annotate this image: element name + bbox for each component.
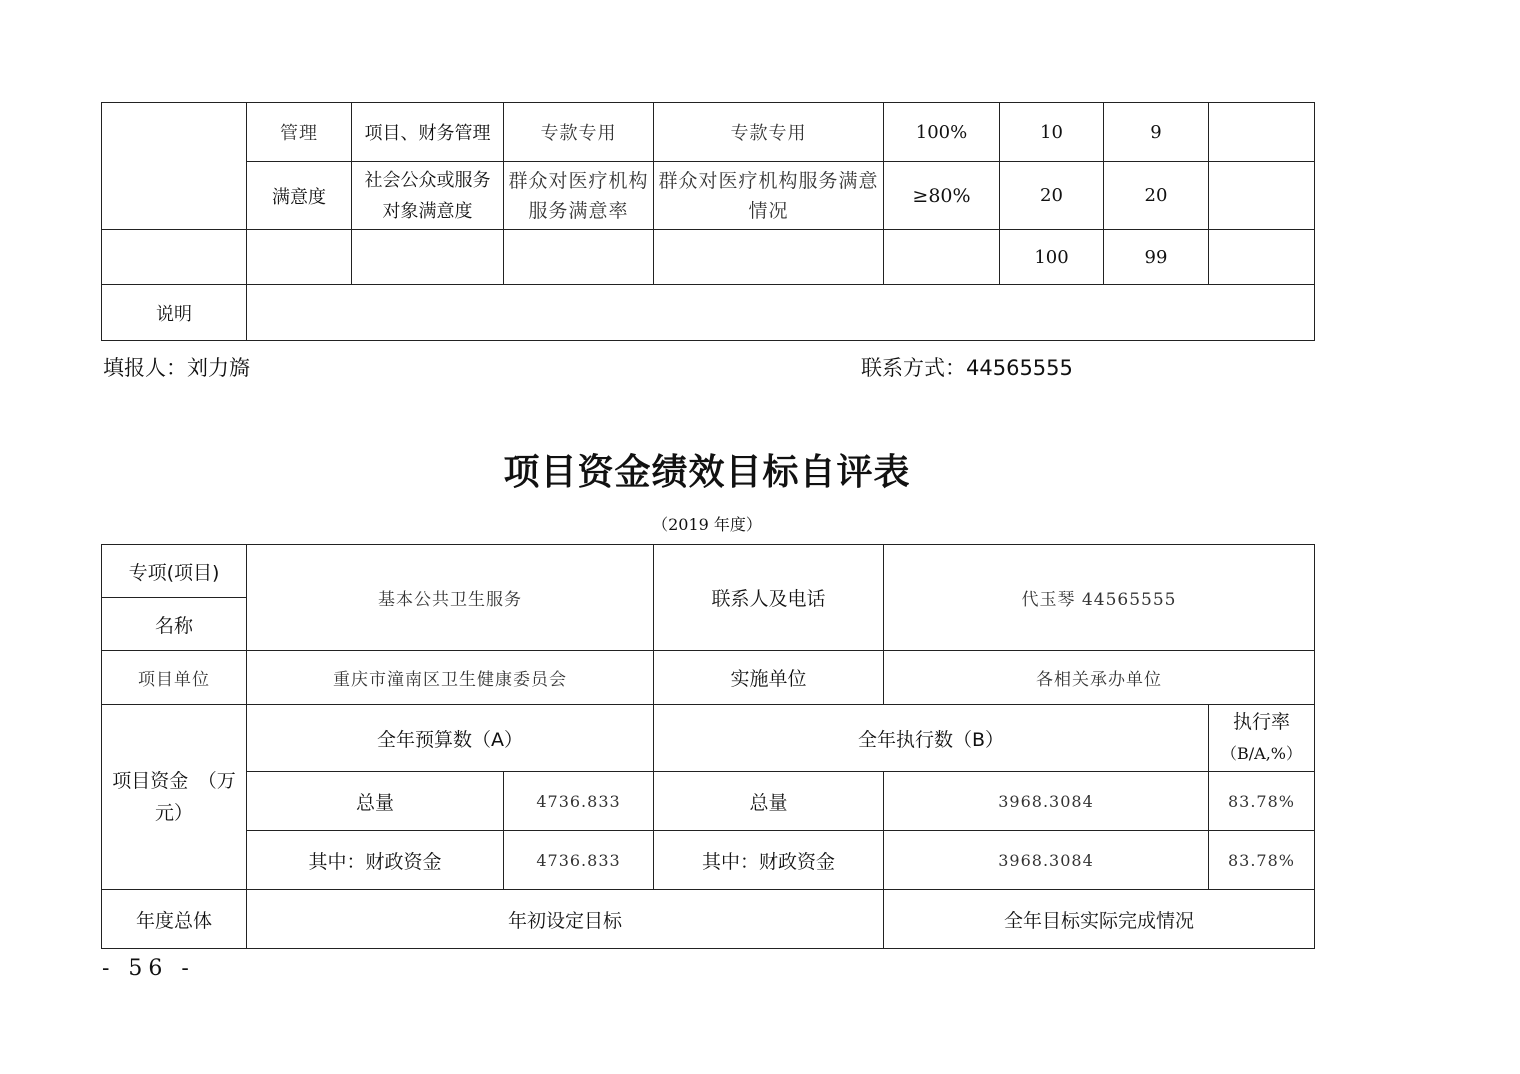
indicator-name: 专款专用 [504,103,654,162]
page-number: - 56 - [102,956,195,981]
implementing-unit-value: 各相关承办单位 [884,651,1315,705]
contact-info: 联系方式：44565555 [861,356,1073,380]
indicator-value: ≥80% [884,162,1000,230]
implementing-unit-label: 实施单位 [654,651,884,705]
empty-cell [1209,230,1315,285]
level3-indicator: 项目、财务管理 [352,103,504,162]
performance-indicator-table [101,102,1315,341]
execution-header: 全年执行数（B） [654,705,1209,772]
empty-cell [884,230,1000,285]
empty-cell [352,230,504,285]
level2-indicator: 满意度 [247,162,352,230]
indicator-target: 群众对医疗机构服务满意情况 [654,162,884,230]
total-rate-value: 83.78% [1209,772,1315,831]
actual-completion-header: 全年目标实际完成情况 [884,890,1315,949]
execution-rate-header [1209,705,1315,772]
project-name-value: 基本公共卫生服务 [247,545,654,651]
level2-indicator: 管理 [247,103,352,162]
total-budget-value: 4736.833 [504,772,654,831]
empty-cell [102,103,247,230]
total-row [102,230,1315,285]
indicator-name: 群众对医疗机构服务满意率 [504,162,654,230]
indicator-score: 20 [1104,162,1209,230]
contact-person-value: 代玉琴 44565555 [884,545,1315,651]
budget-header: 全年预算数（A） [247,705,654,772]
total-weight: 100 [1000,230,1104,285]
initial-target-header: 年初设定目标 [247,890,884,949]
note-content [247,285,1315,341]
project-name-label: 专项(项目) [102,545,247,598]
empty-cell [504,230,654,285]
project-unit-value: 重庆市潼南区卫生健康委员会 [247,651,654,705]
empty-cell [654,230,884,285]
level3-indicator: 社会公众或服务对象满意度 [352,162,504,230]
indicator-score: 9 [1104,103,1209,162]
fiscal-budget-label: 其中：财政资金 [247,831,504,890]
execution-rate-formula: （B/A,%） [1221,744,1302,763]
table-row [102,831,1315,890]
empty-cell [102,230,247,285]
total-exec-label: 总量 [654,772,884,831]
total-score: 99 [1104,230,1209,285]
contact-person-label: 联系人及电话 [654,545,884,651]
table-row [102,162,1315,230]
table-row [102,705,1315,772]
empty-cell [1209,103,1315,162]
self-evaluation-table [101,544,1315,949]
indicator-weight: 20 [1000,162,1104,230]
project-name-label: 名称 [102,598,247,651]
table-row [102,103,1315,162]
indicator-value: 100% [884,103,1000,162]
total-budget-label: 总量 [247,772,504,831]
note-row [102,285,1315,341]
fiscal-exec-label: 其中：财政资金 [654,831,884,890]
table-row [102,651,1315,705]
project-funds-label: 项目资金 （万元） [102,705,247,890]
indicator-target: 专款专用 [654,103,884,162]
table-row [102,545,1315,598]
empty-cell [1209,162,1315,230]
fiscal-rate-value: 83.78% [1209,831,1315,890]
fiscal-budget-value: 4736.833 [504,831,654,890]
indicator-weight: 10 [1000,103,1104,162]
project-unit-label: 项目单位 [102,651,247,705]
filler-name: 填报人：刘力旖 [103,356,250,380]
table-row [102,772,1315,831]
document-title: 项目资金绩效目标自评表 [503,451,911,493]
annual-overall-label: 年度总体 [102,890,247,949]
document-year: （2019 年度） [652,515,762,534]
note-label: 说明 [102,285,247,341]
table-row [102,890,1315,949]
execution-rate-label: 执行率 [1232,711,1290,733]
empty-cell [247,230,352,285]
total-exec-value: 3968.3084 [884,772,1209,831]
fiscal-exec-value: 3968.3084 [884,831,1209,890]
